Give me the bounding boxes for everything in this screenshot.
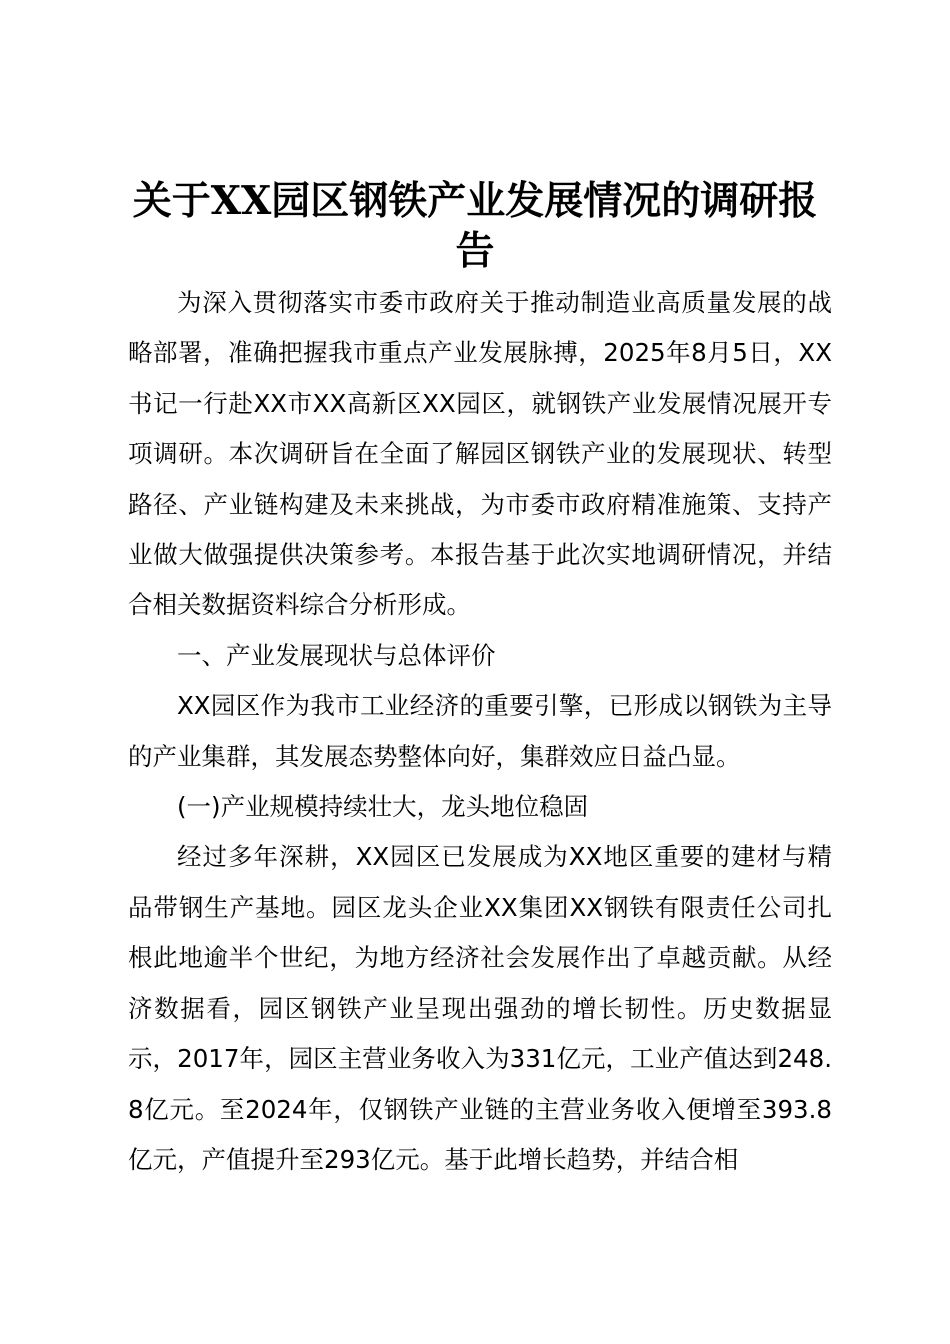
document-title: 关于XX园区钢铁产业发展情况的调研报告 <box>132 178 818 274</box>
subsection-1-paragraph: 经过多年深耕，XX园区已发展成为XX地区重要的建材与精品带钢生产基地。园区龙头企业XX集团XX钢铁有限责任公司扎根此地逾半个世纪，为地方经济社会发展作出了卓越贡献。从经济数据看，园区钢铁产业呈现出强劲的增长韧性。历史数据显示，2017年，园区主营业务收入为331亿元，工业产值达到248.8亿元。至2024年，仅钢铁产业链的主营业务收入便增至393.8亿元，产值提升至293亿元。基于此增长趋势，并结合相 <box>128 842 832 1174</box>
subsection-heading-1: (一)产业规模持续壮大，龙头地位稳固 <box>177 792 589 822</box>
section-heading-1: 一、产业发展现状与总体评价 <box>177 640 496 670</box>
section-1-paragraph: XX园区作为我市工业经济的重要引擎，已形成以钢铁为主导的产业集群，其发展态势整体向好，集群效应日益凸显。 <box>128 691 832 771</box>
intro-paragraph: 为深入贯彻落实市委市政府关于推动制造业高质量发展的战略部署，准确把握我市重点产业发展脉搏，2025年8月5日，XX书记一行赴XX市XX高新区XX园区，就钢铁产业发展情况展开专项调研。本次调研旨在全面了解园区钢铁产业的发展现状、转型路径、产业链构建及未来挑战，为市委市政府精准施策、支持产业做大做强提供决策参考。本报告基于此次实地调研情况，并结合相关数据资料综合分析形成。 <box>128 288 832 620</box>
document-body <box>128 278 832 1185</box>
